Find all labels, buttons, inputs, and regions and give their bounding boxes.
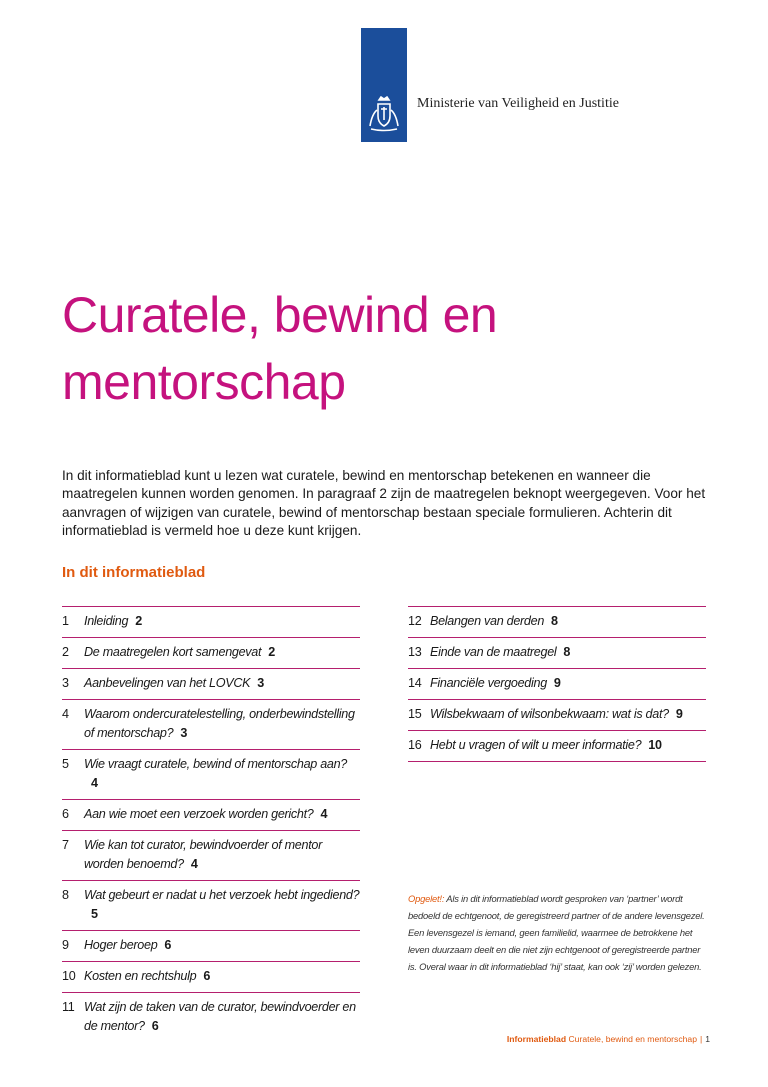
footer-doc-type: Informatieblad [506,1034,567,1044]
toc-number: 13 [408,645,422,659]
ministry-logo-bar [361,28,407,142]
toc-number: 11 [62,1000,75,1014]
toc-item[interactable] [408,668,706,699]
footer-doc-title: Curatele, bewind en mentorschap [568,1034,697,1044]
toc-item[interactable] [408,637,706,668]
toc-number: 8 [62,888,69,902]
intro-paragraph: In dit informatieblad kunt u lezen wat curatele, bewind en mentorschap betekenen en wanneer die maatregelen kunnen worden genomen. In paragraaf 2 zijn de maatregelen beknopt weergegeven. Voor het aanvragen of wijzigen van curatele, bewind of mentorschap bestaan speciale formulieren. Achterin dit informatieblad is vermeld hoe u deze kunt krijgen. [62,468,706,538]
toc-page: 9 [675,707,683,721]
toc-item[interactable] [62,930,360,961]
toc-item[interactable] [62,637,360,668]
toc-number: 16 [408,738,422,752]
toc-page: 8 [551,614,558,628]
toc-text: Wie kan tot curator, bewindvoerder of mentor worden benoemd? [84,838,322,871]
toc-text: Hoger beroep [84,938,158,952]
footer-separator: | [699,1034,703,1044]
toc-text: Einde van de maatregel [430,645,557,659]
toc-text: De maatregelen kort samengevat [84,645,262,659]
toc-page: 6 [164,938,172,952]
ministry-name: Ministerie van Veiligheid en Justitie [417,96,619,111]
note-box [408,890,706,975]
page-footer [507,1034,710,1044]
toc-item[interactable] [62,606,360,637]
toc-number: 4 [62,707,69,721]
toc-number: 10 [62,969,76,983]
toc-page: 4 [320,807,328,821]
toc-number: 12 [408,614,422,628]
toc-page: 9 [553,676,561,690]
toc-left-column [62,606,360,1042]
toc-heading: In dit informatieblad [62,564,206,581]
toc-text: Wilsbekwaam of wilsonbekwaam: wat is dat? [430,707,669,721]
toc-item[interactable] [62,799,360,830]
toc-number: 2 [62,645,69,659]
toc-text: Hebt u vragen of wilt u meer informatie? [430,738,642,752]
toc-text: Kosten en rechtshulp [84,969,197,983]
page-title: Curatele, bewind en mentorschap [62,287,498,410]
toc-page: 4 [91,776,98,790]
toc-page: 6 [203,969,211,983]
toc-text: Wat gebeurt er nadat u het verzoek hebt ingediend? [84,888,360,902]
toc-page: 5 [91,907,98,921]
toc-right-column [408,606,706,762]
toc-item[interactable] [62,992,360,1042]
toc-item[interactable] [62,749,360,799]
note-label: Opgelet!: [408,893,445,904]
toc-item[interactable] [62,880,360,930]
toc-text: Waarom ondercuratelestelling, onderbewindstelling of mentorschap? [84,707,355,740]
toc-page: 2 [268,645,275,659]
toc-page: 2 [135,614,142,628]
toc-item[interactable] [408,730,706,762]
toc-number: 1 [62,614,69,628]
toc-item[interactable] [408,699,706,730]
toc-page: 6 [151,1019,159,1033]
toc-item[interactable] [408,606,706,637]
toc-text: Aanbevelingen van het LOVCK [84,676,251,690]
coat-of-arms-icon [366,96,402,132]
toc-text: Inleiding [84,614,129,628]
toc-page: 8 [563,645,571,659]
note-text: Als in dit informatieblad wordt gesproken van ‘partner’ wordt bedoeld de echtgenoot, de geregistreerd partner of de andere levensgezel. Een levensgezel is iemand, geen familielid, waarmee de betrokkene het leven duurzaam deelt en die niet zijn echtgenoot of geregistreerde partner is. Overal waar in dit informatieblad ‘hij’ staat, kan ook ‘zij’ worden gelezen. [408,893,705,972]
toc-item[interactable] [62,699,360,749]
toc-number: 9 [62,938,69,952]
toc-page: 3 [180,726,188,740]
toc-number: 15 [408,707,422,721]
toc-item[interactable] [62,830,360,880]
toc-number: 14 [408,676,422,690]
toc-text: Financiële vergoeding [430,676,547,690]
toc-number: 5 [62,757,69,771]
toc-page: 3 [257,676,264,690]
toc-page: 10 [648,738,662,752]
toc-item[interactable] [62,961,360,992]
toc-text: Wie vraagt curatele, bewind of mentorschap aan? [84,757,348,771]
toc-number: 3 [62,676,69,690]
toc-number: 6 [62,807,69,821]
toc-text: Belangen van derden [430,614,545,628]
toc-text: Wat zijn de taken van de curator, bewindvoerder en de mentor? [84,1000,356,1033]
toc-item[interactable] [62,668,360,699]
page-number: 1 [705,1034,710,1044]
toc-text: Aan wie moet een verzoek worden gericht? [84,807,314,821]
toc-page: 4 [190,857,198,871]
toc-number: 7 [62,838,69,852]
